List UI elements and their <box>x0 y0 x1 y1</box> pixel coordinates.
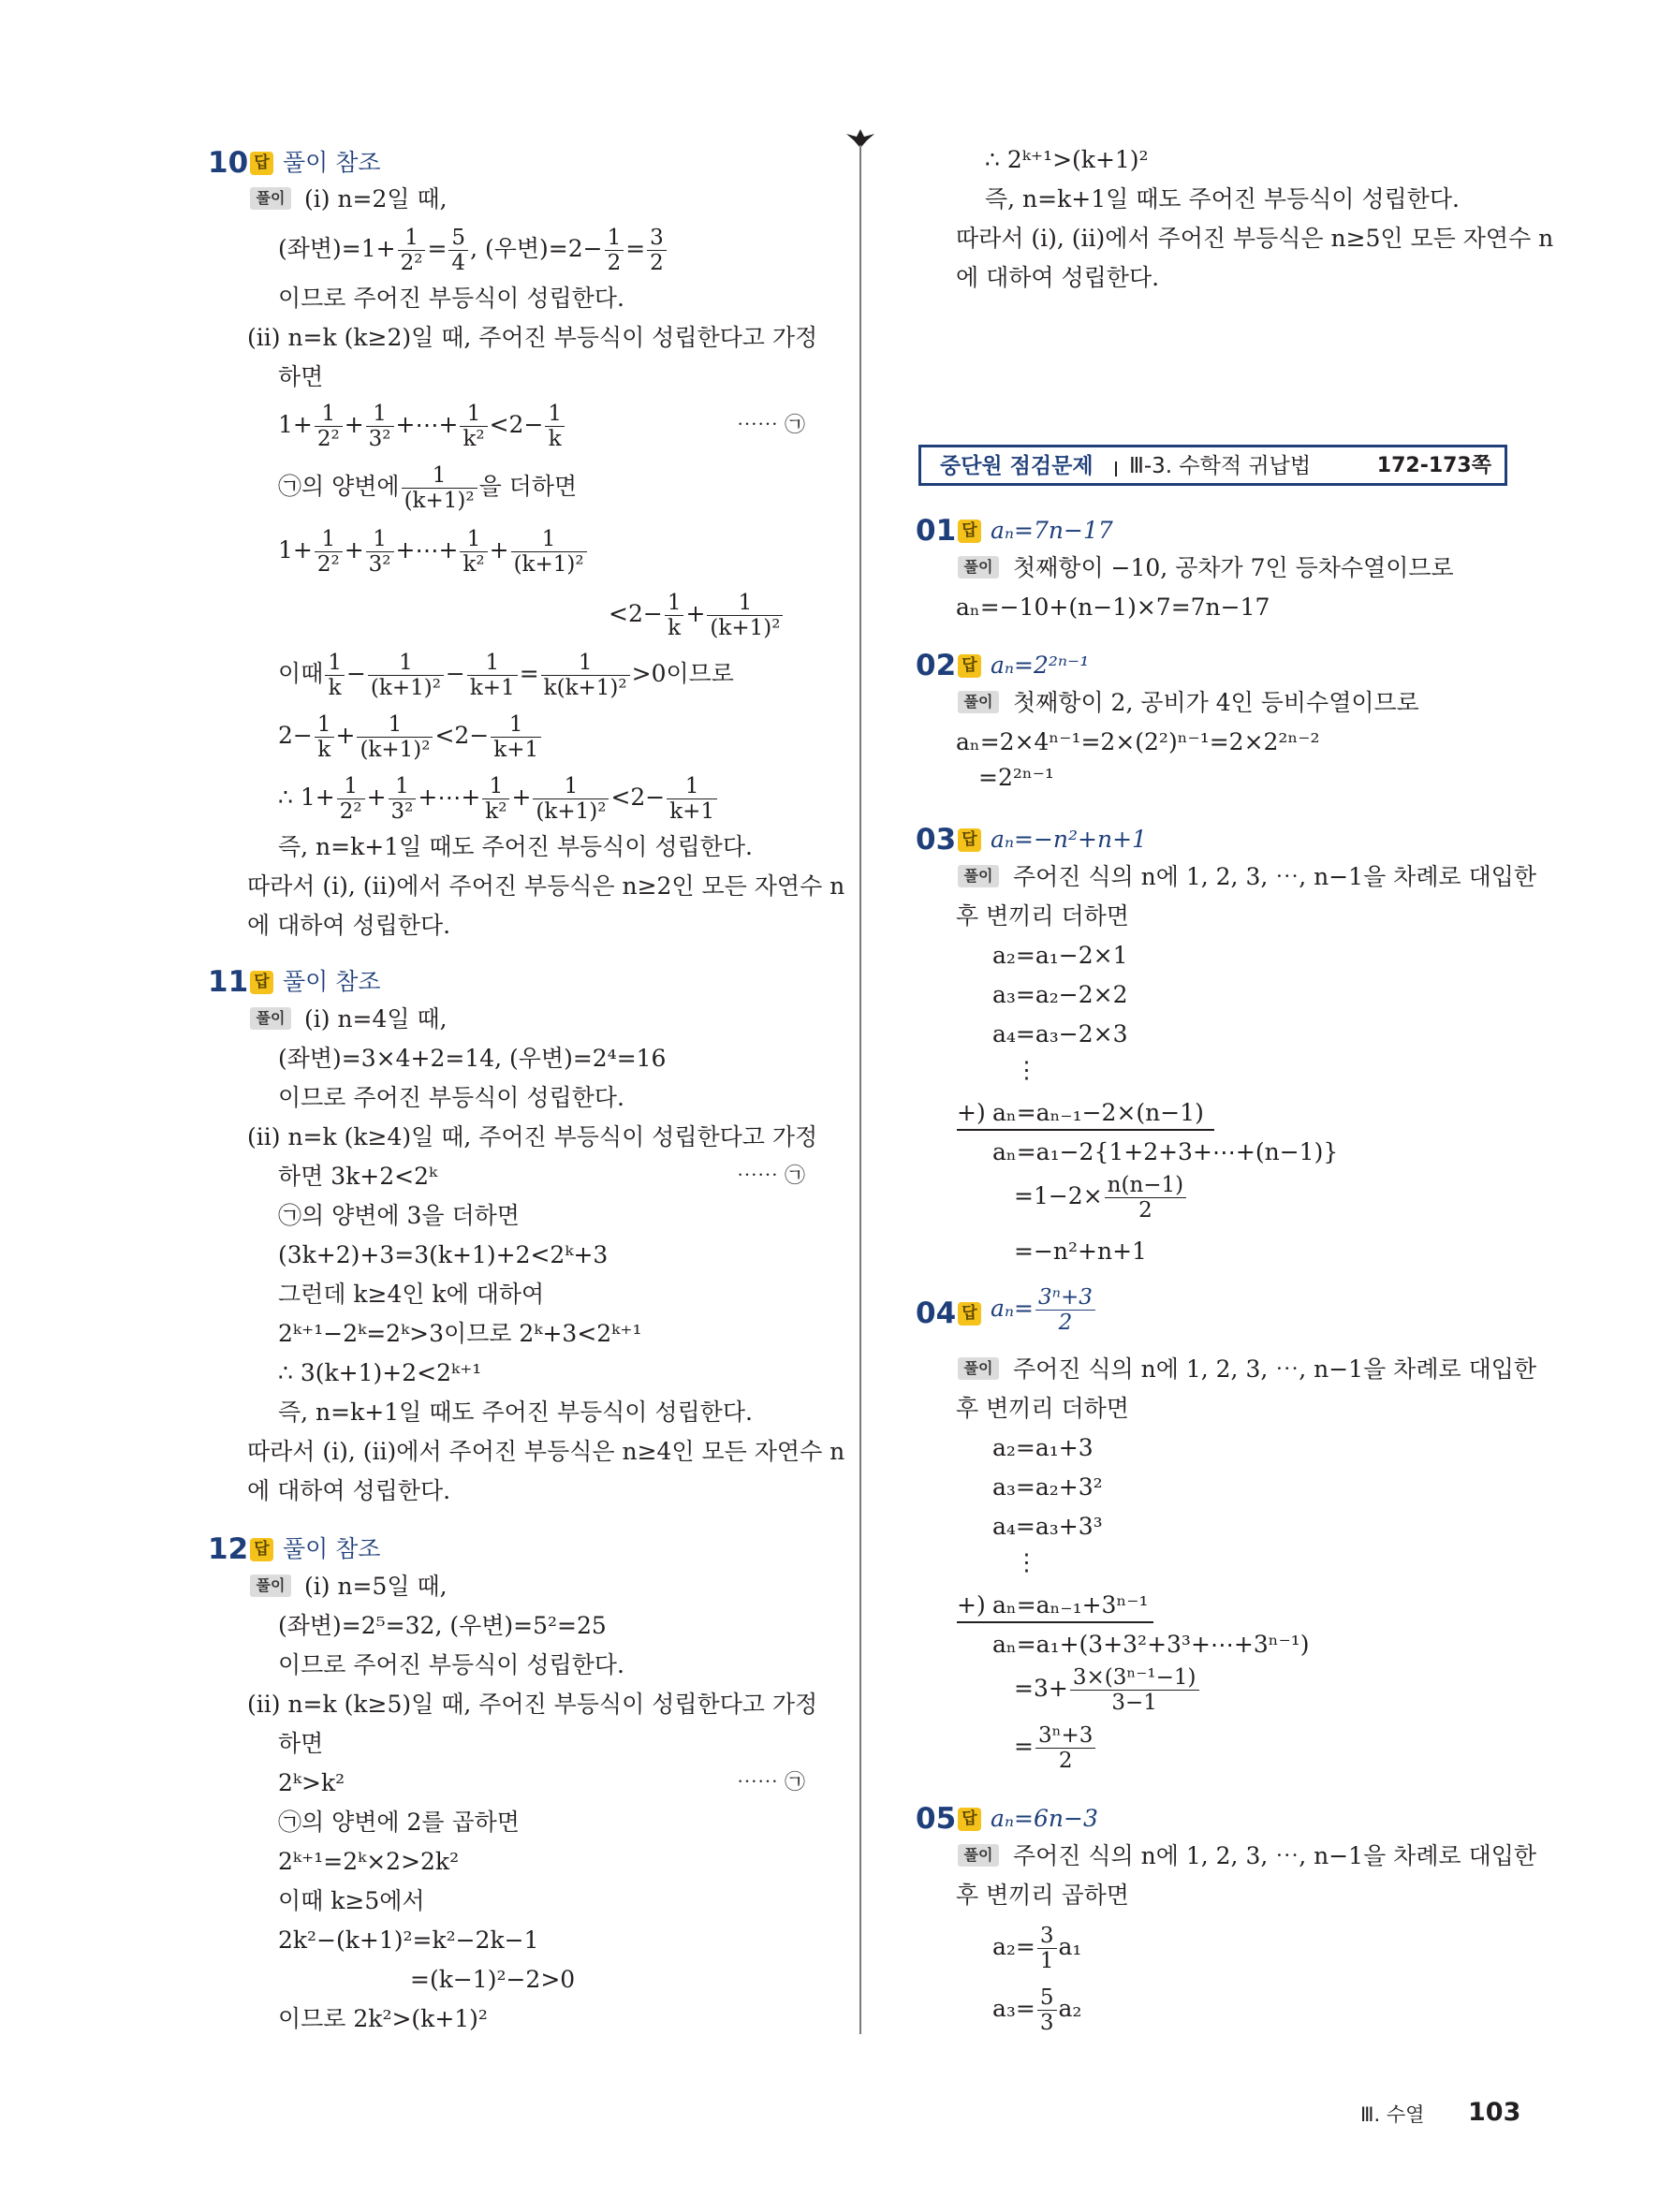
answer-badge: 답 <box>958 520 981 543</box>
equation-tag: ⋯⋯ ㉠ <box>737 1771 805 1795</box>
answer-text: aₙ= $\frac{\text{3ⁿ+3}}{2}$ <box>991 1284 1097 1335</box>
solution-line: 2k²−(k+1)²=k²−2k−1 <box>278 1926 539 1954</box>
problem-number: 03 <box>916 823 957 857</box>
solution-line: a₂= $\frac{3}{1}$ a₁ <box>992 1924 1082 1973</box>
solution-line: 이므로 주어진 부등식이 성립한다. <box>278 1084 624 1111</box>
solution-line: ∴ 1+ $\frac{1}{\text{2²}}$ + $\frac{1}{\text{3²}}$ +⋯+ $\frac{1}{\text{k²}}$ + $\frac{1}{\text{(k+1)²}}$ <2− $\frac{1}{k+1}$ <box>278 773 719 824</box>
solution-badge: 풀이 <box>250 187 291 210</box>
answer-badge: 답 <box>250 971 273 994</box>
answer-text: aₙ=2²ⁿ⁻¹ <box>991 652 1090 679</box>
solution-line: 즉, n=k+1일 때도 주어진 부등식이 성립한다. <box>278 833 753 860</box>
solution-line: ㉠의 양변에 3을 더하면 <box>278 1202 520 1229</box>
problem-number: 01 <box>916 514 957 548</box>
solution-line: <2− $\frac{1}{k}$ + $\frac{1}{\text{(k+1)²}}$ <box>609 590 785 640</box>
solution-line: (ⅱ) n=k (k≥4)일 때, 주어진 부등식이 성립한다고 가정 <box>247 1123 818 1150</box>
solution-line: 그런데 k≥4인 k에 대하여 <box>278 1281 545 1308</box>
solution-line: (3k+2)+3=3(k+1)+2<2ᵏ+3 <box>278 1241 609 1268</box>
problem-number: 02 <box>916 649 957 682</box>
solution-line: 후 변끼리 곱하면 <box>956 1882 1129 1909</box>
solution-line: 이므로 2k²>(k+1)² <box>278 2005 488 2032</box>
solution-line: 이때 $\frac{1}{k}$ − $\frac{1}{\text{(k+1)²}}$ − $\frac{1}{k+1}$ = $\frac{1}{\text{k(k+1)²}}$ >0이므로 <box>278 651 734 700</box>
solution-line: aₙ=−10+(n−1)×7=7n−17 <box>956 593 1270 621</box>
answer-badge: 답 <box>958 654 981 678</box>
equation-tag: ⋯⋯ ㉠ <box>737 1165 805 1188</box>
solution-line: 첫째항이 2, 공비가 4인 등비수열이므로 <box>1013 689 1419 716</box>
answer-text: aₙ=−n²+n+1 <box>991 826 1147 853</box>
column-divider <box>859 145 861 2034</box>
section-separator <box>1115 461 1117 476</box>
equation-tag: ⋯⋯ ㉠ <box>737 414 805 437</box>
footer-chapter: Ⅲ. 수열 <box>1360 2103 1425 2126</box>
solution-badge: 풀이 <box>958 691 999 713</box>
solution-line: 하면 <box>278 1730 324 1757</box>
solution-line: aₙ=aₙ₋₁−2×(n−1) <box>992 1099 1204 1126</box>
answer-badge: 답 <box>958 828 981 852</box>
solution-line: (좌변)=3×4+2=14, (우변)=2⁴=16 <box>278 1045 667 1072</box>
solution-line: 따라서 (ⅰ), (ⅱ)에서 주어진 부등식은 n≥2인 모든 자연수 n <box>247 872 845 900</box>
answer-text: 풀이 참조 <box>283 968 381 995</box>
solution-line: 1+ $\frac{1}{\text{2²}}$ + $\frac{1}{\text{3²}}$ +⋯+ $\frac{1}{\text{k²}}$ + $\frac{1}{\text{(k+1)²}}$ <box>278 526 589 577</box>
solution-badge: 풀이 <box>250 1007 291 1030</box>
solution-line: 에 대하여 성립한다. <box>956 264 1160 291</box>
solution-line: ⋮ <box>1015 1056 1038 1083</box>
solution-line: =2²ⁿ⁻¹ <box>978 764 1054 791</box>
solution-line: =1−2× $\frac{n(n-1)}{2}$ <box>1014 1172 1188 1223</box>
solution-line: ㉠의 양변에 2를 곱하면 <box>278 1809 520 1836</box>
solution-line: 1+ $\frac{1}{\text{2²}}$ + $\frac{1}{\text{3²}}$ +⋯+ $\frac{1}{\text{k²}}$ <2− $\frac{1}{k}$ <box>278 401 566 451</box>
solution-line: 후 변끼리 더하면 <box>956 902 1129 930</box>
solution-line: 첫째항이 −10, 공차가 7인 등차수열이므로 <box>1013 554 1454 581</box>
solution-line: 즉, n=k+1일 때도 주어진 부등식이 성립한다. <box>985 185 1460 212</box>
solution-line: ∴ 3(k+1)+2<2ᵏ⁺¹ <box>278 1359 482 1386</box>
solution-line: 이므로 주어진 부등식이 성립한다. <box>278 285 624 312</box>
problem-number: 04 <box>916 1296 957 1330</box>
solution-line: a₄=a₃+3³ <box>992 1513 1103 1540</box>
page-number: 103 <box>1468 2098 1521 2127</box>
solution-line: ㉠의 양변에 $\frac{1}{\text{(k+1)²}}$ 을 더하면 <box>278 463 578 513</box>
solution-line: =(k−1)²−2>0 <box>410 1966 576 1993</box>
solution-line: (ⅰ) n=4일 때, <box>304 1005 448 1033</box>
answer-badge: 답 <box>250 152 273 175</box>
sum-rule <box>957 1129 1214 1131</box>
solution-line: 하면 <box>278 363 324 390</box>
solution-line: 2ᵏ⁺¹−2ᵏ=2ᵏ>3이므로 2ᵏ+3<2ᵏ⁺¹ <box>278 1320 642 1347</box>
answer-text: 풀이 참조 <box>283 1535 381 1562</box>
solution-line: 주어진 식의 n에 1, 2, 3, ⋯, n−1을 차례로 대입한 <box>1013 1355 1537 1383</box>
solution-line: a₄=a₃−2×3 <box>992 1020 1128 1047</box>
problem-number: 05 <box>916 1802 957 1836</box>
solution-line: aₙ=aₙ₋₁+3ⁿ⁻¹ <box>992 1591 1149 1619</box>
section-unit: Ⅲ-3. 수학적 귀납법 <box>1129 454 1312 478</box>
solution-line: a₂=a₁+3 <box>992 1434 1094 1461</box>
sum-operator: +) <box>957 1099 986 1126</box>
solution-line: a₃=a₂+3² <box>992 1473 1103 1501</box>
solution-line: (좌변)=1+ $\frac{1}{\text{2²}}$ = $\frac{5}{4}$ , (우변)=2− $\frac{1}{2}$ = $\frac{3}{2}$ <box>278 225 668 275</box>
solution-line: a₃=a₂−2×2 <box>992 981 1128 1008</box>
problem-number: 10 <box>208 146 249 180</box>
solution-badge: 풀이 <box>958 556 999 579</box>
answer-text: 풀이 참조 <box>283 149 381 176</box>
solution-line: 2ᵏ>k² <box>278 1769 345 1796</box>
answer-badge: 답 <box>958 1808 981 1831</box>
solution-line: aₙ=a₁+(3+3²+3³+⋯+3ⁿ⁻¹) <box>992 1631 1310 1658</box>
sum-rule <box>957 1621 1153 1623</box>
sum-operator: +) <box>957 1591 986 1619</box>
solution-line: 에 대하여 성립한다. <box>247 1477 451 1504</box>
solution-badge: 풀이 <box>250 1575 291 1597</box>
solution-line: ⋮ <box>1015 1548 1038 1575</box>
answer-text: aₙ=6n−3 <box>991 1805 1098 1832</box>
solution-line: 하면 3k+2<2ᵏ <box>278 1163 438 1190</box>
solution-line: (ⅰ) n=5일 때, <box>304 1573 448 1600</box>
solution-line: (ⅱ) n=k (k≥2)일 때, 주어진 부등식이 성립한다고 가정 <box>247 324 818 351</box>
solution-badge: 풀이 <box>958 865 999 887</box>
solution-line: 즉, n=k+1일 때도 주어진 부등식이 성립한다. <box>278 1399 753 1426</box>
answer-badge: 답 <box>958 1302 981 1326</box>
solution-line: 후 변끼리 더하면 <box>956 1395 1129 1422</box>
solution-line: 이때 k≥5에서 <box>278 1887 425 1914</box>
solution-line: aₙ=a₁−2{1+2+3+⋯+(n−1)} <box>992 1138 1339 1165</box>
solution-line: 이므로 주어진 부등식이 성립한다. <box>278 1651 624 1678</box>
problem-number: 11 <box>208 965 249 999</box>
solution-badge: 풀이 <box>958 1357 999 1380</box>
solution-line: (ⅱ) n=k (k≥5)일 때, 주어진 부등식이 성립한다고 가정 <box>247 1691 818 1718</box>
solution-line: (좌변)=2⁵=32, (우변)=5²=25 <box>278 1612 607 1639</box>
solution-line: 따라서 (ⅰ), (ⅱ)에서 주어진 부등식은 n≥4인 모든 자연수 n <box>247 1438 845 1465</box>
solution-line: 2− $\frac{1}{k}$ + $\frac{1}{\text{(k+1)²}}$ <2− $\frac{1}{k+1}$ <box>278 711 543 762</box>
section-header <box>918 445 1507 486</box>
solution-badge: 풀이 <box>958 1844 999 1867</box>
solution-line: 2ᵏ⁺¹=2ᵏ×2>2k² <box>278 1848 460 1875</box>
section-pages: 172-173쪽 <box>1376 454 1491 477</box>
solution-line: =−n²+n+1 <box>1014 1238 1147 1265</box>
solution-line: 주어진 식의 n에 1, 2, 3, ⋯, n−1을 차례로 대입한 <box>1013 1842 1537 1869</box>
solution-line: a₃= $\frac{5}{3}$ a₂ <box>992 1985 1082 2035</box>
problem-number: 12 <box>208 1532 249 1566</box>
section-title: 중단원 점검문제 <box>940 454 1094 478</box>
solution-line: =3+ $\frac{\text{3×(3ⁿ⁻¹−1)}}{3-1}$ <box>1014 1664 1201 1715</box>
solution-line: 주어진 식의 n에 1, 2, 3, ⋯, n−1을 차례로 대입한 <box>1013 863 1537 890</box>
solution-line: a₂=a₁−2×1 <box>992 942 1128 969</box>
solution-line: 에 대하여 성립한다. <box>247 912 451 939</box>
solution-line: aₙ=2×4ⁿ⁻¹=2×(2²)ⁿ⁻¹=2×2²ⁿ⁻² <box>956 728 1320 755</box>
solution-line: 따라서 (ⅰ), (ⅱ)에서 주어진 부등식은 n≥5인 모든 자연수 n <box>956 225 1554 252</box>
solution-line: = $\frac{\text{3ⁿ+3}}{2}$ <box>1014 1722 1097 1773</box>
answer-badge: 답 <box>250 1538 273 1561</box>
answer-text: aₙ=7n−17 <box>991 517 1113 544</box>
solution-line: (ⅰ) n=2일 때, <box>304 185 448 212</box>
solution-line: ∴ 2ᵏ⁺¹>(k+1)² <box>985 146 1149 173</box>
